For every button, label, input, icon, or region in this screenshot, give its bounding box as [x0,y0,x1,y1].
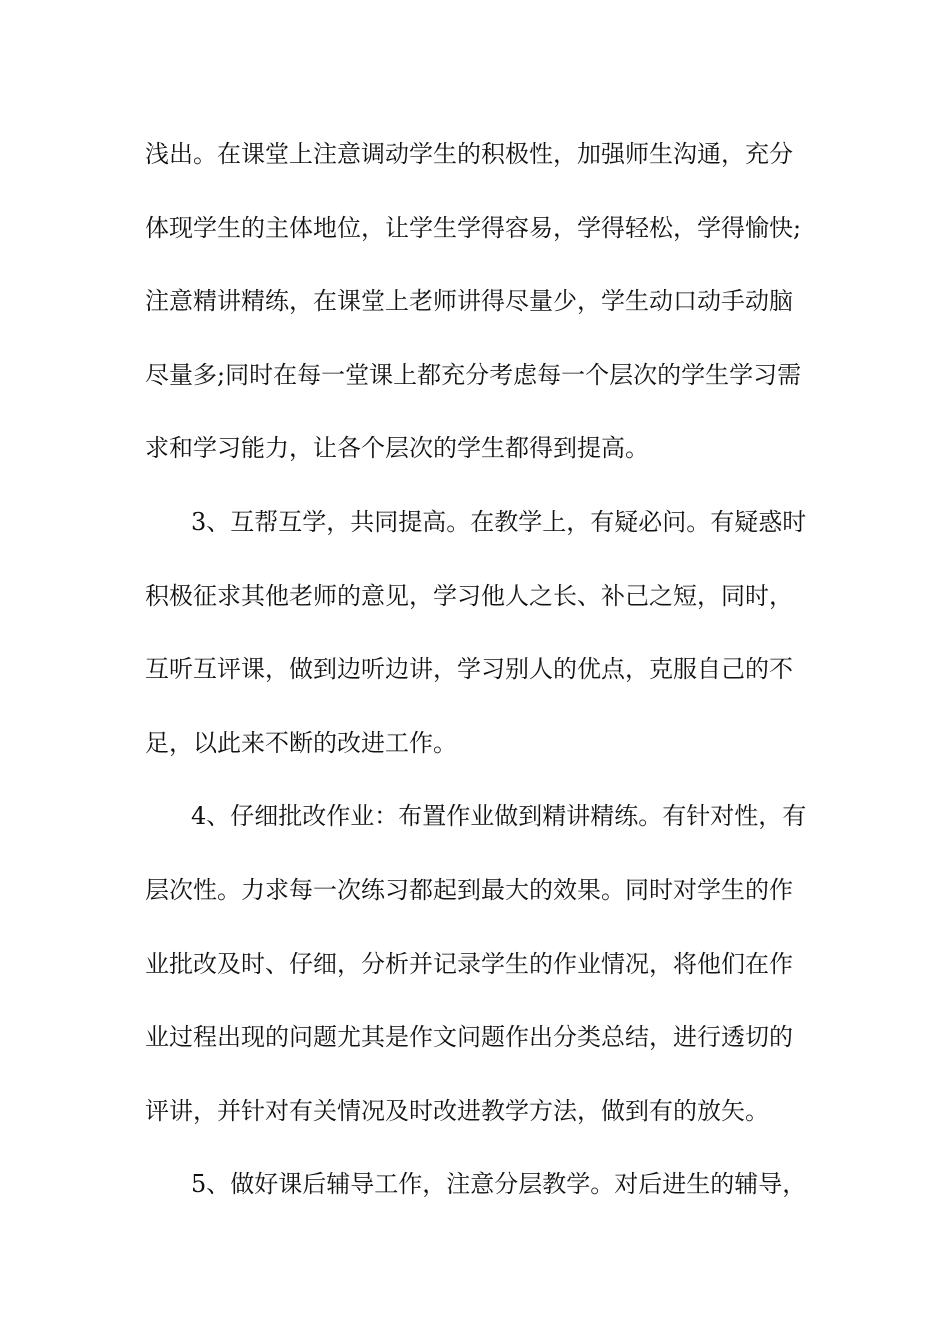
text-line: 评讲，并针对有关情况及时改进教学方法，做到有的放矢。 [145,1096,769,1125]
text-line: 积极征求其他老师的意见，学习他人之长、补己之短，同时， [145,581,793,610]
text-line: 浅出。在课堂上注意调动学生的积极性，加强师生沟通，充分 [145,140,793,168]
text-line: 互听互评课，做到边听边讲，学习别人的优点，克服自己的不 [145,655,793,684]
paragraph-4-first-line: 4、仔细批改作业：布置作业做到精讲精练。有针对性，有 [191,802,807,831]
text-line: 足，以此来不断的改进工作。 [145,728,457,757]
paragraph-5-first-line: 5、做好课后辅导工作，注意分层教学。对后进生的辅导， [191,1170,807,1199]
text-line: 业过程出现的问题尤其是作文问题作出分类总结，进行透切的 [145,1023,793,1052]
text-line: 注意精讲精练，在课堂上老师讲得尽量少，学生动口动手动脑 [145,287,793,316]
text-line: 体现学生的主体地位，让学生学得容易，学得轻松，学得愉快; [145,213,802,242]
paragraph-3-first-line: 3、互帮互学，共同提高。在教学上，有疑必问。有疑惑时 [191,507,807,536]
text-line: 尽量多;同时在每一堂课上都充分考虑每一个层次的学生学习需 [145,360,802,389]
text-line: 求和学习能力，让各个层次的学生都得到提高。 [145,434,649,463]
text-line: 业批改及时、仔细，分析并记录学生的作业情况，将他们在作 [145,949,793,978]
body-text [145,128,810,1232]
text-line: 层次性。力求每一次练习都起到最大的效果。同时对学生的作 [145,875,793,904]
